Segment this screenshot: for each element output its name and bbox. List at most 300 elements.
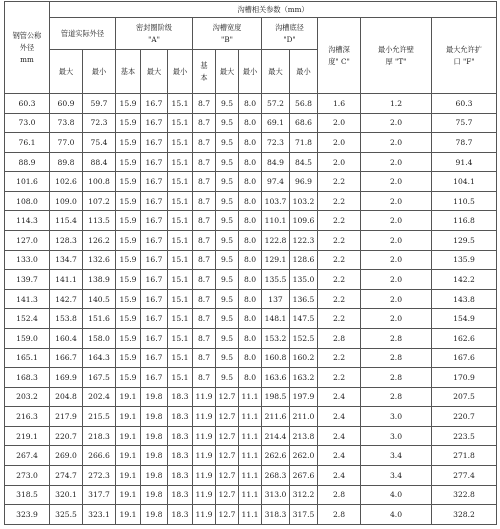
min-wall-t-cell: 2.0 (361, 289, 432, 309)
groove-width-b-header (193, 18, 262, 50)
groove-width-b-max-header: 最大 (216, 50, 239, 94)
nominal-od-cell: 133.0 (5, 250, 50, 270)
groove-dia-d-max-cell: 160.8 (262, 348, 290, 368)
groove-depth-c-cell: 2.4 (318, 465, 361, 485)
seal-a-min-cell: 15.1 (168, 94, 193, 114)
nominal-od-cell: 152.4 (5, 309, 50, 329)
seal-a-min-cell: 18.3 (168, 387, 193, 407)
seal-a-max-cell: 19.8 (141, 485, 168, 505)
pipe-od-min-cell: 132.6 (83, 250, 116, 270)
groove-width-b-basic-cell: 8.7 (193, 348, 216, 368)
min-wall-t-cell: 2.0 (361, 113, 432, 133)
table-row (5, 465, 497, 485)
nominal-od-header (5, 2, 50, 94)
groove-width-b-max-cell: 9.5 (216, 172, 239, 192)
pipe-od-max-cell: 89.8 (50, 152, 83, 172)
pipe-od-min-cell: 100.8 (83, 172, 116, 192)
groove-width-b-basic-cell: 11.9 (193, 426, 216, 446)
seal-a-max-cell: 16.7 (141, 191, 168, 211)
seal-a-max-cell: 16.7 (141, 368, 168, 388)
nominal-od-cell: 108.0 (5, 191, 50, 211)
table-row (5, 309, 497, 329)
groove-dia-d-max-cell: 129.1 (262, 250, 290, 270)
seal-a-min-cell: 15.1 (168, 368, 193, 388)
groove-dia-d-min-cell: 262.0 (290, 446, 318, 466)
groove-dia-d-min-cell: 68.6 (290, 113, 318, 133)
groove-depth-c-cell: 2.2 (318, 172, 361, 192)
table-row (5, 485, 497, 505)
groove-width-b-min-cell: 11.1 (239, 426, 262, 446)
pipe-od-min-cell: 151.6 (83, 309, 116, 329)
table-row (5, 348, 497, 368)
groove-width-b-basic-cell: 8.7 (193, 309, 216, 329)
seal-a-min-cell: 15.1 (168, 250, 193, 270)
pipe-od-max-cell: 73.8 (50, 113, 83, 133)
nominal-od-cell: 216.3 (5, 407, 50, 427)
seal-a-basic-cell: 15.9 (116, 133, 141, 153)
groove-dia-d-max-cell: 268.3 (262, 465, 290, 485)
pipe-od-min-cell: 59.7 (83, 94, 116, 114)
groove-width-b-min-cell: 8.0 (239, 133, 262, 153)
pipe-od-max-cell: 102.6 (50, 172, 83, 192)
groove-dia-d-min-cell: 103.2 (290, 191, 318, 211)
groove-depth-c-cell: 2.0 (318, 152, 361, 172)
groove-width-b-basic-cell: 8.7 (193, 191, 216, 211)
groove-width-b-header-label: 沟槽宽度 (212, 22, 242, 32)
min-wall-t-header-line2: 厚 "T" (385, 56, 407, 66)
groove-dia-d-header (262, 18, 318, 50)
groove-dia-d-max-cell: 163.6 (262, 368, 290, 388)
groove-width-b-basic-cell: 8.7 (193, 113, 216, 133)
groove-dia-d-max-cell: 214.4 (262, 426, 290, 446)
nominal-od-cell: 73.0 (5, 113, 50, 133)
groove-dia-d-max-cell: 262.6 (262, 446, 290, 466)
nominal-od-cell: 127.0 (5, 231, 50, 251)
table-row (5, 270, 497, 290)
nominal-od-cell: 60.3 (5, 94, 50, 114)
pipe-od-max-cell: 166.7 (50, 348, 83, 368)
max-flare-f-cell: 91.4 (432, 152, 497, 172)
min-wall-t-cell: 2.0 (361, 231, 432, 251)
groove-params-group-header: 沟槽相关参数（mm） (50, 2, 497, 18)
groove-width-b-basic-cell: 8.7 (193, 94, 216, 114)
max-flare-f-cell: 78.7 (432, 133, 497, 153)
max-flare-f-cell: 170.9 (432, 368, 497, 388)
groove-width-b-max-cell: 12.7 (216, 446, 239, 466)
pipe-od-max-cell: 142.7 (50, 289, 83, 309)
seal-a-max-cell: 19.8 (141, 407, 168, 427)
max-flare-f-cell: 110.5 (432, 191, 497, 211)
min-wall-t-cell: 2.0 (361, 250, 432, 270)
groove-depth-c-cell: 2.4 (318, 426, 361, 446)
groove-depth-c-cell: 2.2 (318, 231, 361, 251)
groove-dia-d-max-cell: 153.2 (262, 328, 290, 348)
pipe-od-max-cell: 160.4 (50, 328, 83, 348)
nominal-od-cell: 219.1 (5, 426, 50, 446)
pipe-od-max-cell: 128.3 (50, 231, 83, 251)
groove-dia-d-min-cell: 122.3 (290, 231, 318, 251)
groove-dia-d-min-cell: 56.8 (290, 94, 318, 114)
seal-a-basic-cell: 15.9 (116, 94, 141, 114)
max-flare-f-header-line2: 口 "F" (453, 56, 475, 66)
pipe-od-min-cell: 107.2 (83, 191, 116, 211)
groove-dia-d-max-cell: 69.1 (262, 113, 290, 133)
groove-dia-d-min-cell: 135.0 (290, 270, 318, 290)
seal-a-max-cell: 16.7 (141, 152, 168, 172)
seal-a-basic-cell: 15.9 (116, 368, 141, 388)
groove-dia-d-max-cell: 135.5 (262, 270, 290, 290)
max-flare-f-cell: 328.2 (432, 505, 497, 525)
groove-width-b-min-cell: 8.0 (239, 94, 262, 114)
max-flare-f-cell: 167.6 (432, 348, 497, 368)
groove-dia-d-header-label: 沟槽底径 (275, 22, 304, 32)
groove-width-b-min-cell: 8.0 (239, 328, 262, 348)
pipe-od-max-cell: 115.4 (50, 211, 83, 231)
seal-a-min-cell: 18.3 (168, 505, 193, 525)
seal-a-max-cell: 16.7 (141, 309, 168, 329)
groove-width-b-min-cell: 11.1 (239, 387, 262, 407)
seal-a-basic-cell: 19.1 (116, 505, 141, 525)
seal-a-max-cell: 16.7 (141, 172, 168, 192)
pipe-od-min-cell: 140.5 (83, 289, 116, 309)
max-flare-f-header-line1: 最大允许扩 (446, 44, 482, 54)
pipe-od-min-cell: 126.2 (83, 231, 116, 251)
seal-a-basic-cell: 19.1 (116, 407, 141, 427)
groove-dia-d-min-cell: 211.0 (290, 407, 318, 427)
groove-width-b-min-cell: 8.0 (239, 113, 262, 133)
groove-dia-d-min-cell: 312.2 (290, 485, 318, 505)
nominal-od-cell: 323.9 (5, 505, 50, 525)
min-wall-t-header (361, 18, 432, 94)
groove-width-b-max-cell: 12.7 (216, 426, 239, 446)
groove-width-b-max-cell: 9.5 (216, 270, 239, 290)
groove-width-b-max-cell: 9.5 (216, 94, 239, 114)
groove-dia-d-max-cell: 198.5 (262, 387, 290, 407)
groove-width-b-basic-header-line1: 基 (200, 60, 208, 70)
max-flare-f-cell: 277.4 (432, 465, 497, 485)
min-wall-t-cell: 2.8 (361, 328, 432, 348)
nominal-od-header-line1: 钢管公称 (12, 30, 42, 40)
min-wall-t-cell: 4.0 (361, 485, 432, 505)
groove-width-b-max-cell: 9.5 (216, 368, 239, 388)
max-flare-f-cell: 116.8 (432, 211, 497, 231)
nominal-od-cell: 168.3 (5, 368, 50, 388)
min-wall-t-cell: 3.0 (361, 426, 432, 446)
pipe-od-min-cell: 202.4 (83, 387, 116, 407)
groove-width-b-basic-cell: 8.7 (193, 368, 216, 388)
nominal-od-cell: 203.2 (5, 387, 50, 407)
seal-a-basic-cell: 15.9 (116, 113, 141, 133)
groove-width-b-min-cell: 8.0 (239, 368, 262, 388)
table-row (5, 426, 497, 446)
spec-table-container (4, 1, 496, 525)
seal-a-max-cell: 16.7 (141, 348, 168, 368)
max-flare-f-cell: 223.5 (432, 426, 497, 446)
pipe-od-min-cell: 158.0 (83, 328, 116, 348)
groove-width-b-min-cell: 8.0 (239, 270, 262, 290)
seal-a-min-cell: 15.1 (168, 328, 193, 348)
seal-a-min-cell: 18.3 (168, 426, 193, 446)
table-row (5, 328, 497, 348)
seal-a-max-cell: 16.7 (141, 231, 168, 251)
groove-depth-c-cell: 2.4 (318, 387, 361, 407)
nominal-od-header-line2: 外径 (19, 42, 35, 52)
seal-a-max-cell: 16.7 (141, 133, 168, 153)
nominal-od-cell: 159.0 (5, 328, 50, 348)
table-row (5, 407, 497, 427)
groove-width-b-max-cell: 12.7 (216, 465, 239, 485)
min-wall-t-cell: 2.8 (361, 368, 432, 388)
table-row (5, 94, 497, 114)
max-flare-f-cell: 129.5 (432, 231, 497, 251)
groove-dia-d-min-cell: 267.6 (290, 465, 318, 485)
seal-a-basic-cell: 15.9 (116, 289, 141, 309)
pipe-od-min-cell: 266.6 (83, 446, 116, 466)
seal-a-min-cell: 15.1 (168, 270, 193, 290)
groove-depth-c-cell: 2.2 (318, 348, 361, 368)
pipe-od-min-cell: 138.9 (83, 270, 116, 290)
groove-depth-c-cell: 2.4 (318, 446, 361, 466)
groove-width-b-min-cell: 11.1 (239, 465, 262, 485)
groove-width-b-basic-cell: 11.9 (193, 407, 216, 427)
seal-a-basic-cell: 19.1 (116, 485, 141, 505)
pipe-od-max-header: 最大 (50, 50, 83, 94)
table-row (5, 250, 497, 270)
min-wall-t-cell: 2.0 (361, 133, 432, 153)
groove-width-b-max-cell: 12.7 (216, 485, 239, 505)
groove-width-b-max-cell: 12.7 (216, 407, 239, 427)
groove-width-b-min-cell: 8.0 (239, 191, 262, 211)
groove-depth-c-cell: 2.2 (318, 250, 361, 270)
nominal-od-cell: 165.1 (5, 348, 50, 368)
groove-dia-d-max-cell: 72.3 (262, 133, 290, 153)
groove-dia-d-max-cell: 148.1 (262, 309, 290, 329)
min-wall-t-cell: 3.0 (361, 407, 432, 427)
groove-dia-d-max-cell: 318.3 (262, 505, 290, 525)
groove-dia-d-max-cell: 103.7 (262, 191, 290, 211)
table-row (5, 211, 497, 231)
table-row (5, 113, 497, 133)
seal-a-basic-cell: 15.9 (116, 152, 141, 172)
groove-width-b-max-cell: 9.5 (216, 191, 239, 211)
groove-dia-d-min-cell: 152.5 (290, 328, 318, 348)
groove-dia-d-max-cell: 137 (262, 289, 290, 309)
groove-dia-d-min-cell: 160.2 (290, 348, 318, 368)
groove-width-b-max-cell: 9.5 (216, 211, 239, 231)
min-wall-t-cell: 2.0 (361, 152, 432, 172)
groove-width-b-min-cell: 8.0 (239, 289, 262, 309)
nominal-od-cell: 141.3 (5, 289, 50, 309)
groove-width-b-max-cell: 12.7 (216, 387, 239, 407)
pipe-od-max-cell: 60.9 (50, 94, 83, 114)
groove-width-b-max-cell: 9.5 (216, 152, 239, 172)
groove-depth-c-cell: 2.2 (318, 211, 361, 231)
seal-a-basic-header: 基本 (116, 50, 141, 94)
max-flare-f-cell: 135.9 (432, 250, 497, 270)
seal-a-min-cell: 18.3 (168, 485, 193, 505)
seal-a-min-cell: 15.1 (168, 309, 193, 329)
groove-dia-d-min-cell: 136.5 (290, 289, 318, 309)
seal-a-max-cell: 16.7 (141, 94, 168, 114)
seal-a-max-cell: 19.8 (141, 505, 168, 525)
seal-a-max-cell: 19.8 (141, 387, 168, 407)
seal-a-min-cell: 18.3 (168, 446, 193, 466)
groove-width-b-basic-cell: 11.9 (193, 465, 216, 485)
max-flare-f-cell: 207.5 (432, 387, 497, 407)
seal-a-basic-cell: 15.9 (116, 328, 141, 348)
groove-width-b-max-cell: 9.5 (216, 348, 239, 368)
groove-depth-c-cell: 2.8 (318, 485, 361, 505)
min-wall-t-cell: 4.0 (361, 505, 432, 525)
max-flare-f-cell: 143.8 (432, 289, 497, 309)
groove-dia-d-min-cell: 163.2 (290, 368, 318, 388)
groove-dia-d-max-cell: 122.8 (262, 231, 290, 251)
table-row (5, 387, 497, 407)
min-wall-t-cell: 2.0 (361, 191, 432, 211)
nominal-od-cell: 267.4 (5, 446, 50, 466)
groove-width-b-basic-header (193, 50, 216, 94)
seal-a-min-cell: 15.1 (168, 133, 193, 153)
groove-width-b-max-cell: 9.5 (216, 328, 239, 348)
groove-width-b-min-cell: 8.0 (239, 348, 262, 368)
pipe-od-min-cell: 272.3 (83, 465, 116, 485)
seal-a-max-cell: 19.8 (141, 446, 168, 466)
groove-depth-c-cell: 2.2 (318, 368, 361, 388)
groove-width-b-min-cell: 8.0 (239, 309, 262, 329)
max-flare-f-cell: 154.9 (432, 309, 497, 329)
groove-width-b-basic-cell: 8.7 (193, 289, 216, 309)
table-row (5, 446, 497, 466)
seal-a-min-cell: 15.1 (168, 211, 193, 231)
groove-depth-c-cell: 2.2 (318, 270, 361, 290)
groove-width-b-basic-header-line2: 本 (200, 72, 208, 82)
groove-width-b-max-cell: 9.5 (216, 309, 239, 329)
groove-width-b-max-cell: 9.5 (216, 250, 239, 270)
pipe-od-min-cell: 72.3 (83, 113, 116, 133)
max-flare-f-cell: 75.7 (432, 113, 497, 133)
seal-a-min-cell: 15.1 (168, 113, 193, 133)
min-wall-t-cell: 2.8 (361, 387, 432, 407)
groove-depth-c-cell: 2.0 (318, 133, 361, 153)
nominal-od-cell: 318.5 (5, 485, 50, 505)
groove-width-b-min-cell: 11.1 (239, 407, 262, 427)
seal-a-header-label: 密封圈阶级 (136, 22, 172, 32)
seal-a-basic-cell: 15.9 (116, 211, 141, 231)
groove-dia-d-min-cell: 109.6 (290, 211, 318, 231)
groove-width-b-basic-cell: 11.9 (193, 446, 216, 466)
nominal-od-header-unit: mm (20, 54, 34, 64)
max-flare-f-cell: 142.2 (432, 270, 497, 290)
groove-depth-c-cell: 2.4 (318, 407, 361, 427)
seal-a-min-cell: 15.1 (168, 172, 193, 192)
groove-dia-d-min-cell: 197.9 (290, 387, 318, 407)
groove-depth-c-cell: 2.2 (318, 191, 361, 211)
groove-depth-c-cell: 2.8 (318, 505, 361, 525)
groove-dia-d-max-cell: 57.2 (262, 94, 290, 114)
groove-width-b-basic-cell: 8.7 (193, 270, 216, 290)
seal-a-max-cell: 19.8 (141, 465, 168, 485)
min-wall-t-cell: 2.8 (361, 348, 432, 368)
groove-dia-d-min-header: 最小 (290, 50, 318, 94)
pipe-od-min-cell: 323.1 (83, 505, 116, 525)
pipe-od-max-cell: 325.5 (50, 505, 83, 525)
groove-dia-d-max-cell: 110.1 (262, 211, 290, 231)
table-row (5, 191, 497, 211)
min-wall-t-cell: 2.0 (361, 309, 432, 329)
groove-width-b-max-cell: 9.5 (216, 113, 239, 133)
pipe-od-min-cell: 317.7 (83, 485, 116, 505)
table-row (5, 133, 497, 153)
pipe-od-max-cell: 134.7 (50, 250, 83, 270)
groove-width-b-min-cell: 8.0 (239, 250, 262, 270)
pipe-od-min-cell: 218.3 (83, 426, 116, 446)
max-flare-f-cell: 220.7 (432, 407, 497, 427)
groove-depth-c-cell: 2.8 (318, 328, 361, 348)
max-flare-f-cell: 322.8 (432, 485, 497, 505)
groove-width-b-basic-cell: 8.7 (193, 328, 216, 348)
seal-a-min-cell: 15.1 (168, 152, 193, 172)
groove-width-b-basic-cell: 8.7 (193, 152, 216, 172)
groove-depth-c-header-line2: 度" C" (328, 56, 350, 66)
groove-width-b-min-cell: 11.1 (239, 485, 262, 505)
min-wall-t-cell: 2.0 (361, 270, 432, 290)
table-row (5, 289, 497, 309)
seal-a-basic-cell: 19.1 (116, 446, 141, 466)
table-row (5, 368, 497, 388)
pipe-od-min-cell: 75.4 (83, 133, 116, 153)
groove-depth-c-cell: 1.6 (318, 94, 361, 114)
pipe-od-max-cell: 217.9 (50, 407, 83, 427)
seal-a-max-cell: 16.7 (141, 113, 168, 133)
min-wall-t-cell: 2.0 (361, 211, 432, 231)
seal-a-basic-cell: 15.9 (116, 250, 141, 270)
groove-width-b-header-code: "B" (221, 34, 233, 44)
max-flare-f-cell: 104.1 (432, 172, 497, 192)
groove-depth-c-cell: 2.2 (318, 309, 361, 329)
groove-width-b-basic-cell: 8.7 (193, 231, 216, 251)
pipe-od-min-cell: 164.3 (83, 348, 116, 368)
seal-a-basic-cell: 15.9 (116, 348, 141, 368)
seal-a-min-cell: 15.1 (168, 289, 193, 309)
seal-a-min-cell: 18.3 (168, 465, 193, 485)
groove-dia-d-min-cell: 71.8 (290, 133, 318, 153)
min-wall-t-cell: 2.0 (361, 172, 432, 192)
nominal-od-cell: 76.1 (5, 133, 50, 153)
pipe-od-min-cell: 88.4 (83, 152, 116, 172)
groove-depth-c-header-line1: 沟槽深 (328, 44, 350, 54)
table-row (5, 172, 497, 192)
groove-dia-d-max-header: 最大 (262, 50, 290, 94)
groove-dia-d-min-cell: 128.6 (290, 250, 318, 270)
pipe-od-min-cell: 167.5 (83, 368, 116, 388)
min-wall-t-cell: 3.4 (361, 446, 432, 466)
seal-a-basic-cell: 19.1 (116, 426, 141, 446)
pipe-od-min-cell: 113.5 (83, 211, 116, 231)
groove-depth-c-cell: 2.0 (318, 113, 361, 133)
max-flare-f-cell: 271.8 (432, 446, 497, 466)
table-row (5, 505, 497, 525)
seal-a-header-code: "A" (148, 34, 160, 44)
seal-a-basic-cell: 15.9 (116, 309, 141, 329)
seal-a-basic-cell: 19.1 (116, 387, 141, 407)
max-flare-f-header (432, 18, 497, 94)
pipe-od-max-cell: 204.8 (50, 387, 83, 407)
table-body (5, 94, 497, 525)
groove-width-b-max-cell: 12.7 (216, 505, 239, 525)
pipe-od-max-cell: 220.7 (50, 426, 83, 446)
nominal-od-cell: 101.6 (5, 172, 50, 192)
groove-width-b-max-cell: 9.5 (216, 133, 239, 153)
